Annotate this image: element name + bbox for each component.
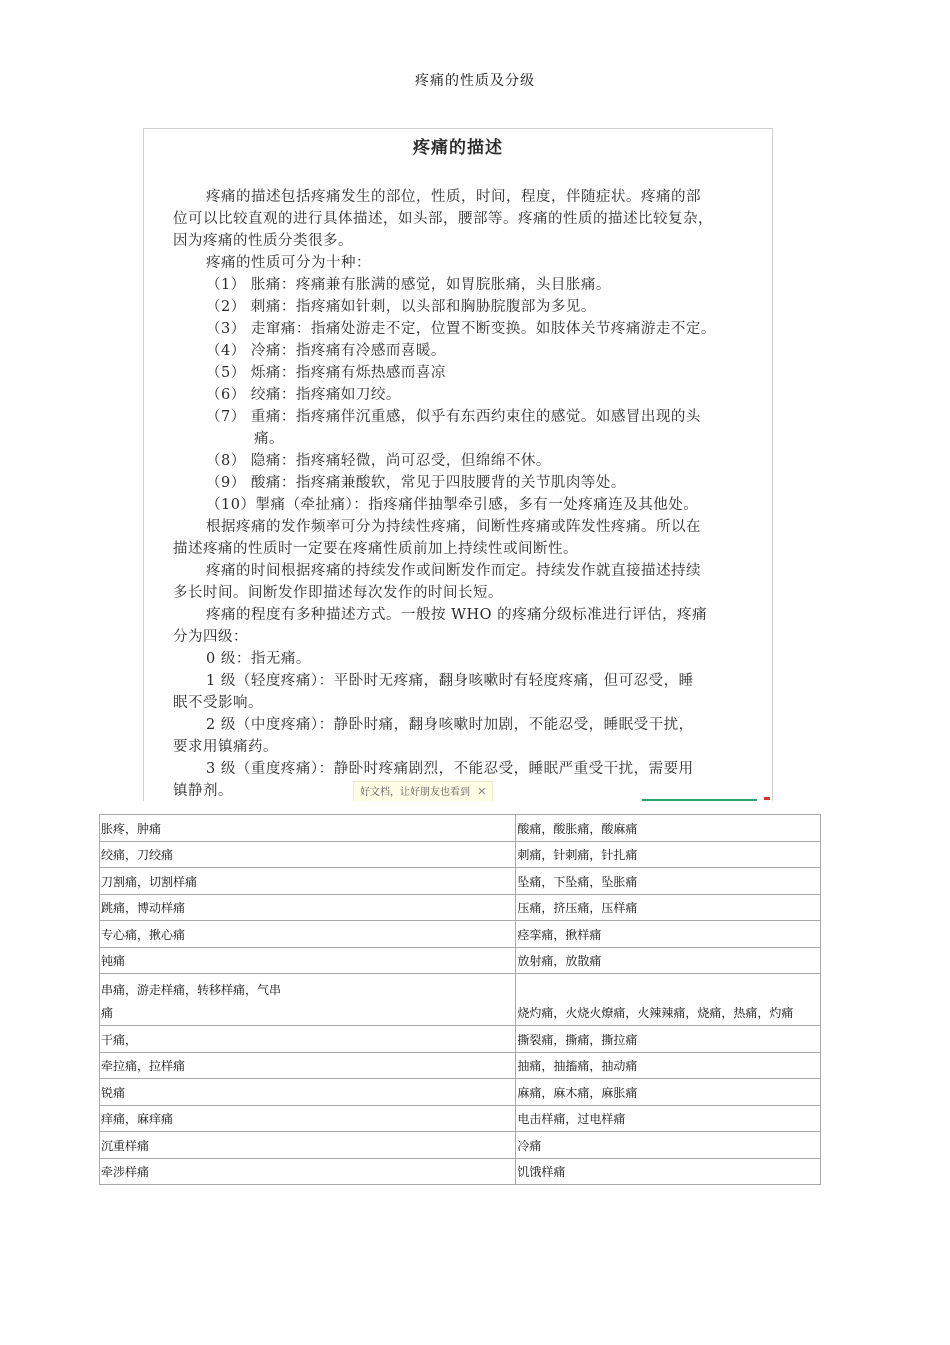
table-cell: 干痛， <box>100 1026 516 1053</box>
table-cell: 烧灼痛，火烧火燎痛，火辣辣痛，烧痛，热痛，灼痛 <box>516 974 821 1026</box>
scan-line: 分为四级： <box>173 629 248 645</box>
scan-line: 根据疼痛的发作频率可分为持续性疼痛，间断性疼痛或阵发性疼痛。所以在 <box>206 519 701 535</box>
scan-line: （8） 隐痛：指疼痛轻微，尚可忍受，但绵绵不休。 <box>206 453 551 469</box>
table-row <box>100 1132 821 1159</box>
scan-line: 疼痛的描述包括疼痛发生的部位，性质，时间，程度，伴随症状。疼痛的部 <box>206 189 701 205</box>
scan-line: （1） 胀痛：疼痛兼有胀满的感觉，如胃脘胀痛，头目胀痛。 <box>206 277 611 293</box>
scan-line: 1 级（轻度疼痛）：平卧时无疼痛，翻身咳嗽时有轻度疼痛，但可忍受，睡 <box>206 673 694 689</box>
scan-line: 疼痛的性质可分为十种： <box>206 255 371 271</box>
table-cell: 压痛，挤压痛，压样痛 <box>516 894 821 921</box>
progress-bar-red <box>764 797 770 800</box>
table-cell: 电击样痛，过电样痛 <box>516 1105 821 1132</box>
scan-line: （5） 烁痛：指疼痛有烁热感而喜凉 <box>206 365 446 381</box>
scan-line: 要求用镇痛药。 <box>173 739 278 755</box>
table-cell: 牵涉样痛 <box>100 1158 516 1185</box>
table-row <box>100 815 821 842</box>
table-cell: 冷痛 <box>516 1132 821 1159</box>
table-row <box>100 1026 821 1053</box>
table-cell: 锐痛 <box>100 1079 516 1106</box>
table-row <box>100 1052 821 1079</box>
close-icon[interactable]: ✕ <box>477 785 487 798</box>
scan-line: 2 级（中度疼痛）：静卧时痛，翻身咳嗽时加剧，不能忍受，睡眠受干扰， <box>206 717 694 733</box>
scan-line: 疼痛的时间根据疼痛的持续发作或间断发作而定。持续发作就直接描述持续 <box>206 563 701 579</box>
scan-line: 镇静剂。 <box>173 783 233 799</box>
table-cell <box>100 974 516 1026</box>
table-cell: 痒痛，麻痒痛 <box>100 1105 516 1132</box>
scan-line: 3 级（重度疼痛）：静卧时疼痛剧烈，不能忍受，睡眠严重受干扰，需要用 <box>206 761 694 777</box>
scan-line: （7） 重痛：指疼痛伴沉重感，似乎有东西约束住的感觉。如感冒出现的头 <box>206 409 701 425</box>
pain-types-table <box>99 814 821 1185</box>
table-row <box>100 947 821 974</box>
table-row <box>100 974 821 1026</box>
share-toast[interactable] <box>353 781 493 801</box>
scan-line: （3） 走窜痛：指痛处游走不定，位置不断变换。如肢体关节疼痛游走不定。 <box>206 321 716 337</box>
table-cell: 放射痛，放散痛 <box>516 947 821 974</box>
table-cell: 钝痛 <box>100 947 516 974</box>
table-cell: 饥饿样痛 <box>516 1158 821 1185</box>
table-cell-line: 串痛，游走样痛，转移样痛，气串 <box>101 983 282 997</box>
table-cell: 坠痛，下坠痛，坠胀痛 <box>516 868 821 895</box>
table-cell: 刺痛，针刺痛，针扎痛 <box>516 841 821 868</box>
table-cell: 专心痛，揪心痛 <box>100 921 516 948</box>
scan-line: 描述疼痛的性质时一定要在疼痛性质前加上持续性或间断性。 <box>173 541 578 557</box>
scan-line: （2） 刺痛：指疼痛如针刺，以头部和胸胁脘腹部为多见。 <box>206 299 596 315</box>
table-cell: 刀割痛，切割样痛 <box>100 868 516 895</box>
scan-line: 多长时间。间断发作即描述每次发作的时间长短。 <box>173 585 503 601</box>
table-row <box>100 921 821 948</box>
scan-line: （9） 酸痛：指疼痛兼酸软，常见于四肢腰背的关节肌肉等处。 <box>206 475 626 491</box>
scan-line: 0 级：指无痛。 <box>206 651 311 667</box>
table-row <box>100 1105 821 1132</box>
table-row <box>100 868 821 895</box>
table-cell: 抽痛，抽搐痛，抽动痛 <box>516 1052 821 1079</box>
share-toast-text[interactable]: 好文档，让好朋友也看到 <box>360 787 470 798</box>
table-cell: 撕裂痛，撕痛，撕拉痛 <box>516 1026 821 1053</box>
scan-line: 因为疼痛的性质分类很多。 <box>173 233 353 249</box>
table-cell: 跳痛，博动样痛 <box>100 894 516 921</box>
table-cell: 沉重样痛 <box>100 1132 516 1159</box>
progress-bar-green <box>642 799 757 801</box>
scan-line: （6） 绞痛：指疼痛如刀绞。 <box>206 387 401 403</box>
scan-line: （10）掣痛（牵扯痛）：指疼痛伴抽掣牵引感，多有一处疼痛连及其他处。 <box>206 497 699 513</box>
table-cell: 酸痛，酸胀痛，酸麻痛 <box>516 815 821 842</box>
scan-line: 位可以比较直观的进行具体描述，如头部，腰部等。疼痛的性质的描述比较复杂， <box>173 211 713 227</box>
scan-line: 痛。 <box>254 431 284 447</box>
table-cell: 麻痛，麻木痛，麻胀痛 <box>516 1079 821 1106</box>
table-row <box>100 894 821 921</box>
table-row <box>100 1079 821 1106</box>
table-cell-line: 痛 <box>101 1006 114 1020</box>
table-cell: 牵拉痛，拉样痛 <box>100 1052 516 1079</box>
table-cell: 痉挛痛，揪样痛 <box>516 921 821 948</box>
scan-line: 疼痛的程度有多种描述方式。一般按 WHO 的疼痛分级标准进行评估，疼痛 <box>206 607 708 623</box>
scan-line: 眠不受影响。 <box>173 695 263 711</box>
table-row <box>100 1158 821 1185</box>
scan-title: 疼痛的描述 <box>413 138 503 158</box>
document-title: 疼痛的性质及分级 <box>415 73 535 89</box>
scan-line: （4） 冷痛：指疼痛有冷感而喜暖。 <box>206 343 446 359</box>
table-row <box>100 841 821 868</box>
table-cell: 绞痛，刀绞痛 <box>100 841 516 868</box>
scanned-image-panel <box>143 128 773 801</box>
table-cell: 胀疼，肿痛 <box>100 815 516 842</box>
